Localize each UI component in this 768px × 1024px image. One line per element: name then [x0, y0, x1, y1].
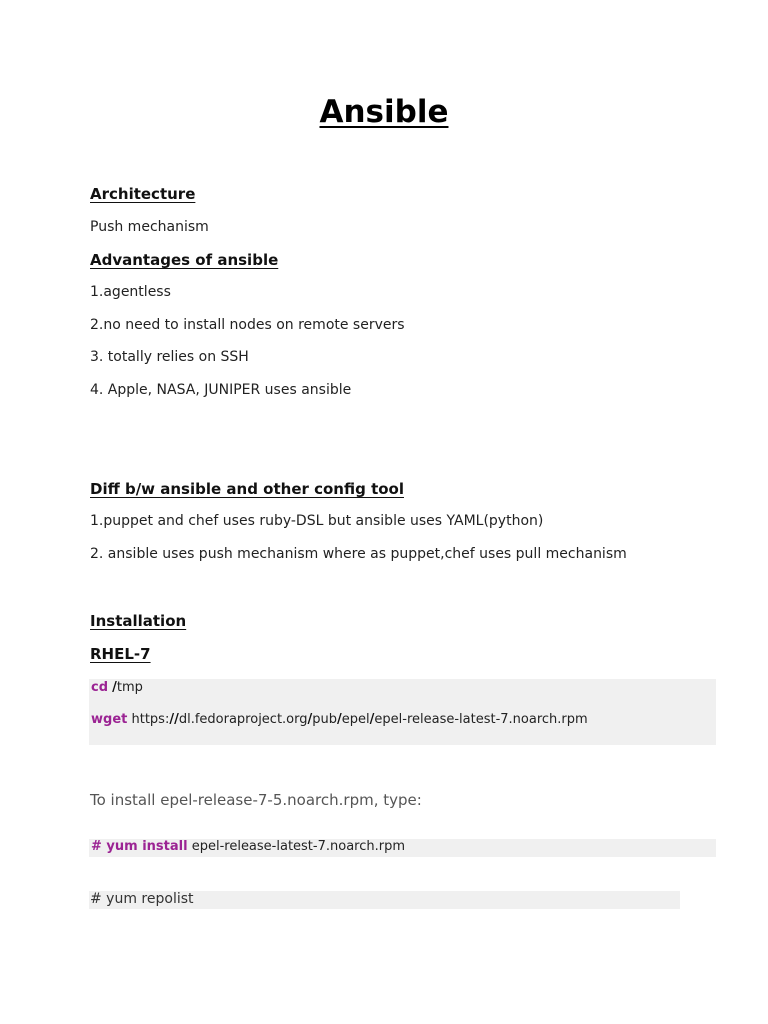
yum-repolist-line: # yum repolist: [90, 891, 194, 907]
url-part: https:: [131, 712, 170, 727]
yum-install-command: # yum install: [91, 839, 188, 854]
advantages-heading: Advantages of ansible: [90, 251, 279, 269]
diff-item: 2. ansible uses push mechanism where as puppet,chef uses pull mechanism: [90, 546, 627, 562]
yum-install-line: [91, 839, 405, 854]
code-line-wget: [91, 712, 588, 727]
url-part: epel: [341, 712, 370, 727]
install-note: To install epel-release-7-5.noarch.rpm, type:: [90, 791, 422, 809]
page-title: Ansible: [319, 94, 449, 130]
url-slash: //: [169, 712, 179, 727]
diff-item: 1.puppet and chef uses ruby-DSL but ansible uses YAML(python): [90, 513, 544, 529]
advantage-item: 4. Apple, NASA, JUNIPER uses ansible: [90, 382, 352, 398]
yum-install-arg: epel-release-latest-7.noarch.rpm: [191, 839, 405, 854]
rhel-subheading: RHEL-7: [90, 645, 151, 663]
cd-command: cd: [91, 680, 109, 695]
advantage-item: 3. totally relies on SSH: [90, 349, 249, 365]
url-slash: /: [337, 712, 342, 727]
url-slash: /: [369, 712, 375, 727]
diff-heading: Diff b/w ansible and other config tool: [90, 480, 404, 498]
wget-command: wget: [91, 712, 128, 727]
code-line-cd: [91, 680, 143, 695]
url-part: dl.fedoraproject.org: [178, 712, 308, 727]
installation-heading: Installation: [90, 612, 187, 630]
architecture-text: Push mechanism: [90, 219, 209, 235]
url-slash: /: [307, 712, 313, 727]
url-part: pub: [312, 712, 338, 727]
advantage-item: 2.no need to install nodes on remote servers: [90, 317, 405, 333]
path-tmp: tmp: [116, 680, 143, 695]
advantage-item: 1.agentless: [90, 284, 171, 300]
path-slash: /: [112, 680, 117, 695]
url-part: epel-release-latest-7.noarch.rpm: [374, 712, 588, 727]
architecture-heading: Architecture: [90, 185, 196, 203]
